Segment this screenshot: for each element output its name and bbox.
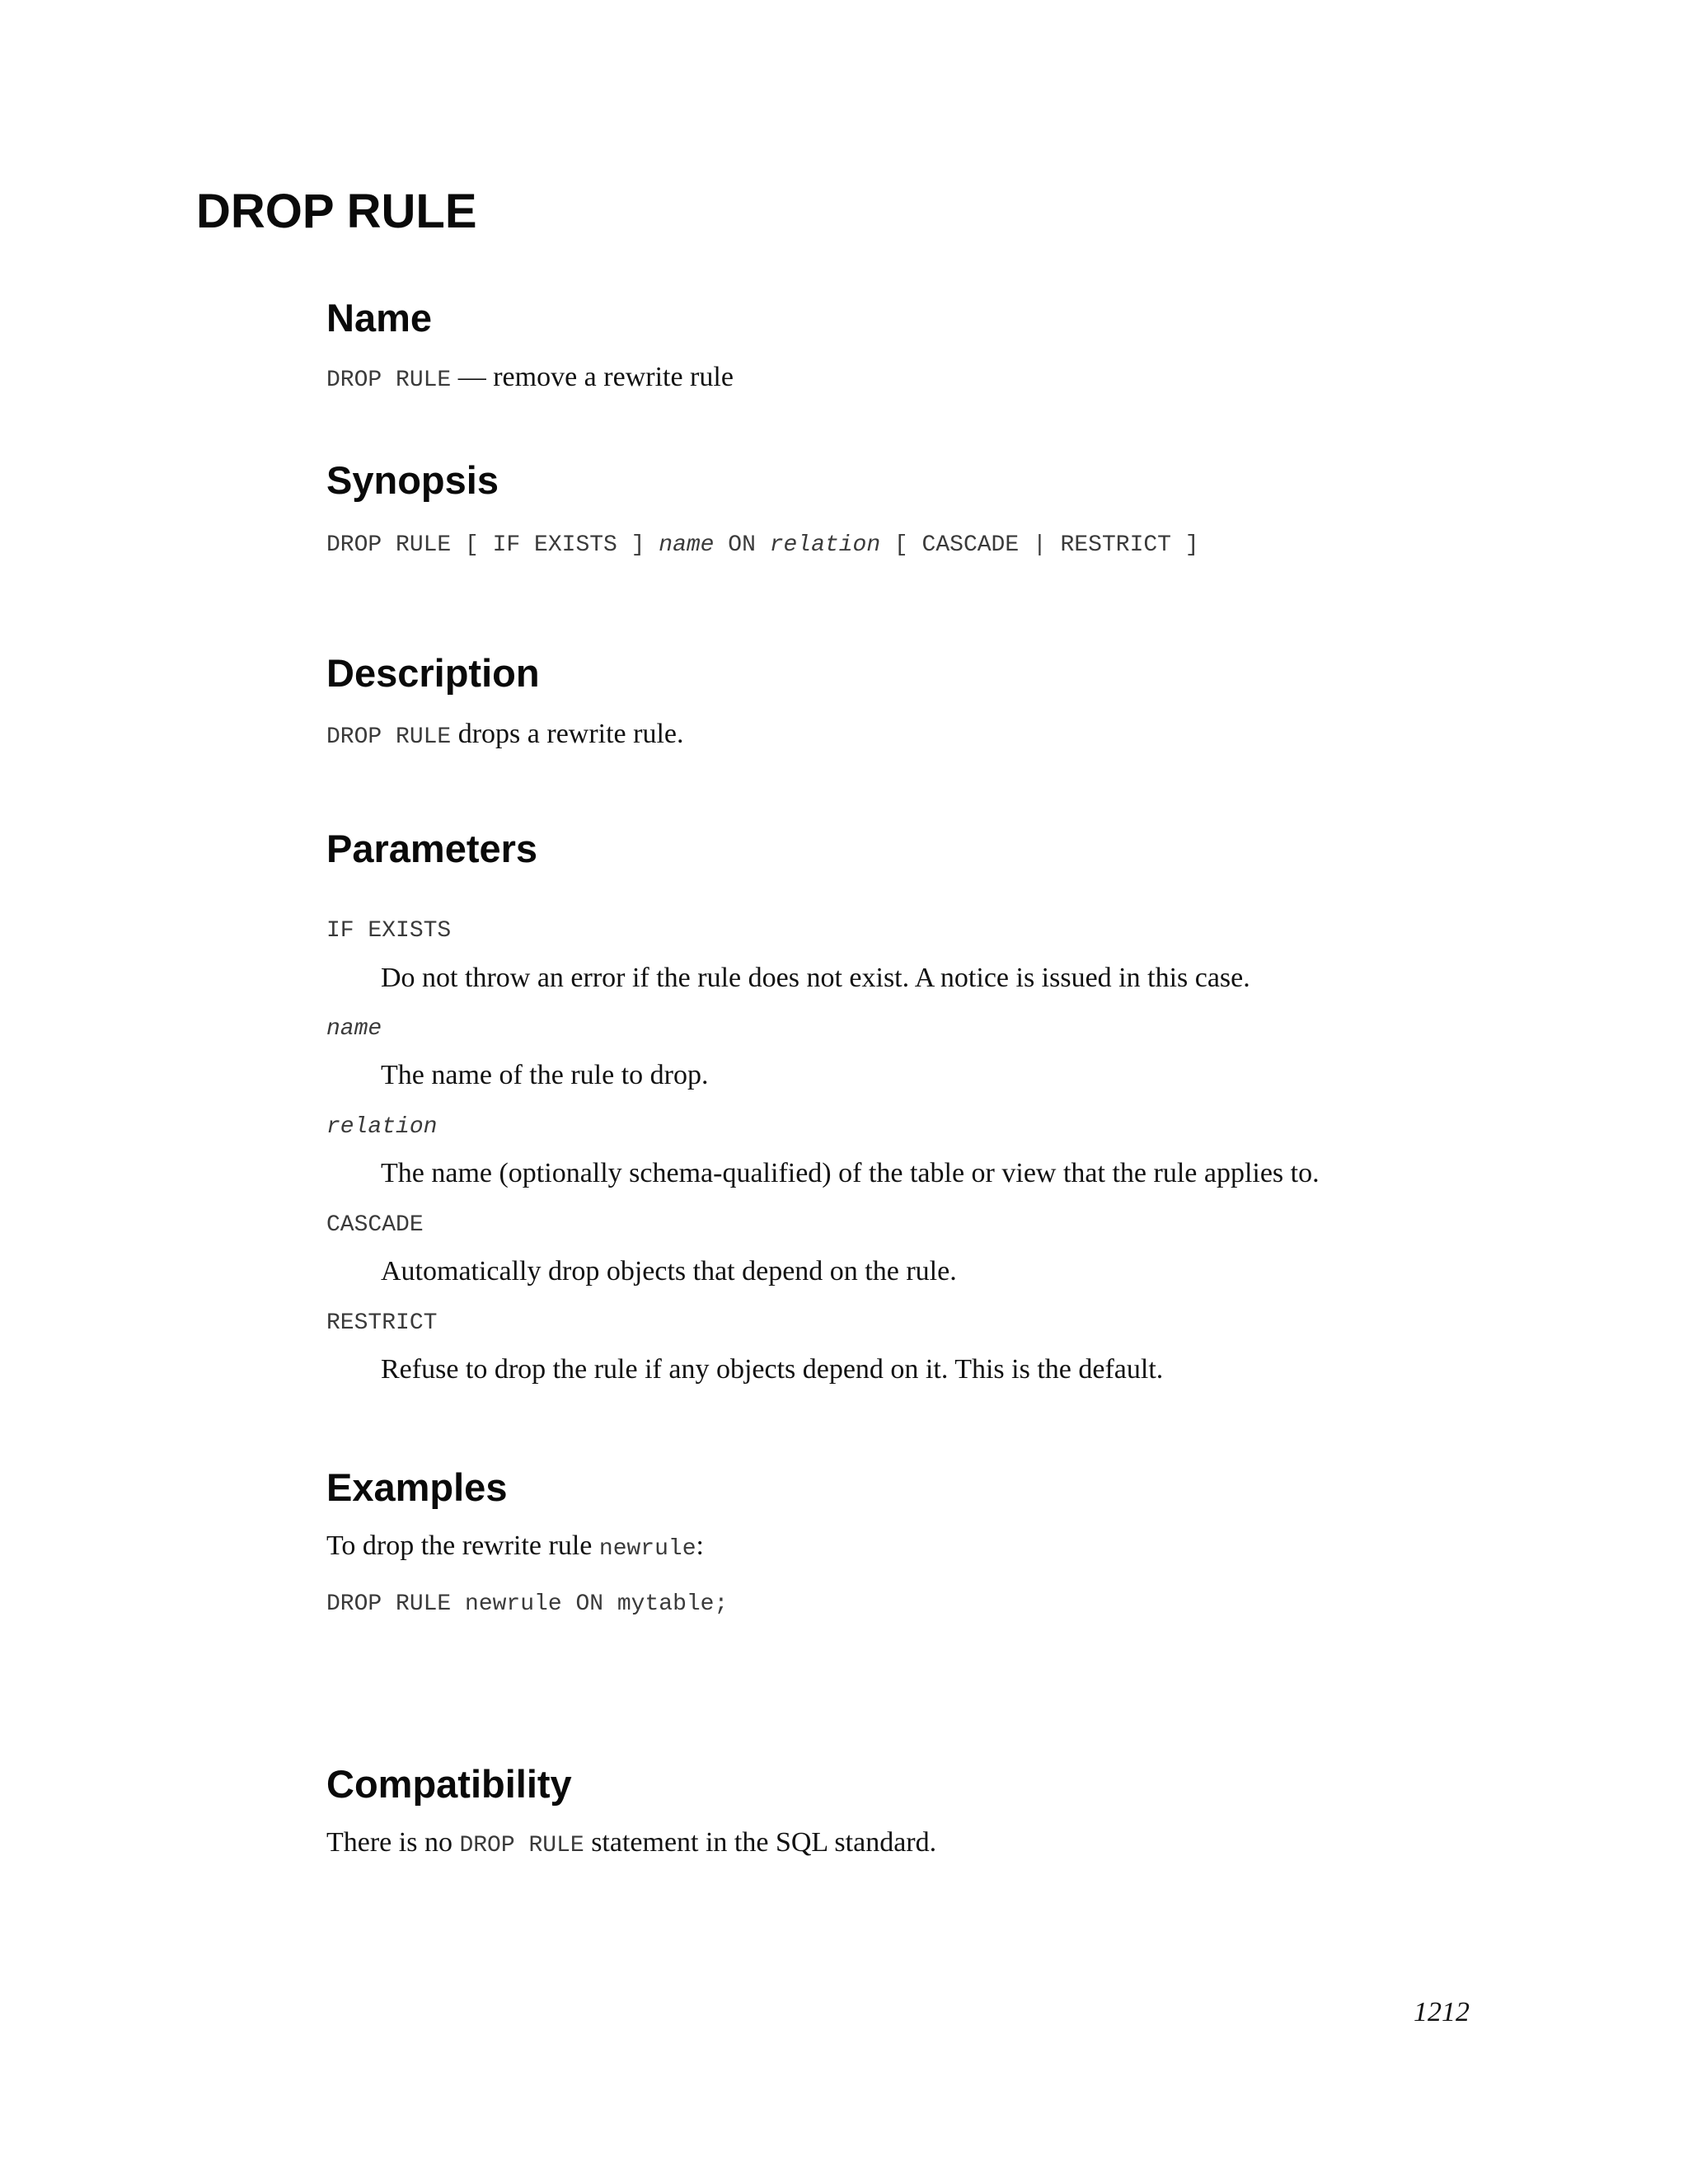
compatibility-text: [326, 1829, 936, 1858]
examples-intro-suffix: :: [696, 1530, 704, 1561]
examples-intro: [326, 1532, 704, 1561]
compatibility-text-after: statement in the SQL standard.: [584, 1827, 937, 1858]
parameters-heading: Parameters: [326, 827, 538, 870]
synopsis-part1: DROP RULE [ IF EXISTS ]: [326, 532, 659, 558]
examples-intro-text: To drop the rewrite rule: [326, 1530, 599, 1561]
param-term-restrict: RESTRICT: [326, 1310, 438, 1336]
description-body: drops a rewrite rule.: [451, 719, 684, 749]
compatibility-command: DROP RULE: [459, 1833, 584, 1858]
synopsis-code: [326, 534, 1199, 557]
param-term-if-exists: IF EXISTS: [326, 918, 452, 944]
compatibility-heading: Compatibility: [326, 1762, 572, 1806]
page-number: 1212: [1414, 1997, 1470, 2027]
param-desc-name: The name of the rule to drop.: [381, 1060, 709, 1090]
examples-heading: Examples: [326, 1465, 508, 1509]
synopsis-param-name: name: [659, 532, 715, 558]
examples-intro-code: newrule: [598, 1536, 696, 1562]
name-summary: — remove a rewrite rule: [451, 362, 734, 392]
param-term-relation: relation: [326, 1114, 438, 1140]
synopsis-part2: ON: [714, 532, 770, 558]
param-desc-cascade: Automatically drop objects that depend on the rule.: [381, 1256, 957, 1286]
name-command: DROP RULE: [326, 368, 452, 393]
param-desc-if-exists: Do not throw an error if the rule does not exist. A notice is issued in this case.: [381, 963, 1250, 993]
name-heading: Name: [326, 296, 433, 340]
name-line: [326, 363, 734, 392]
param-term-name: name: [326, 1016, 382, 1042]
param-desc-relation: The name (optionally schema-qualified) of the table or view that the rule applies to.: [381, 1158, 1320, 1188]
description-text: [326, 720, 684, 749]
compatibility-text-before: There is no: [326, 1827, 460, 1858]
synopsis-param-relation: relation: [769, 532, 881, 558]
description-heading: Description: [326, 651, 540, 695]
examples-code: DROP RULE newrule ON mytable;: [326, 1591, 729, 1617]
description-command: DROP RULE: [326, 724, 452, 750]
param-term-cascade: CASCADE: [326, 1212, 424, 1238]
page-title: DROP RULE: [196, 185, 477, 238]
synopsis-part3: [ CASCADE | RESTRICT ]: [880, 532, 1199, 558]
synopsis-heading: Synopsis: [326, 458, 499, 502]
param-desc-restrict: Refuse to drop the rule if any objects depend on it. This is the default.: [381, 1354, 1164, 1385]
